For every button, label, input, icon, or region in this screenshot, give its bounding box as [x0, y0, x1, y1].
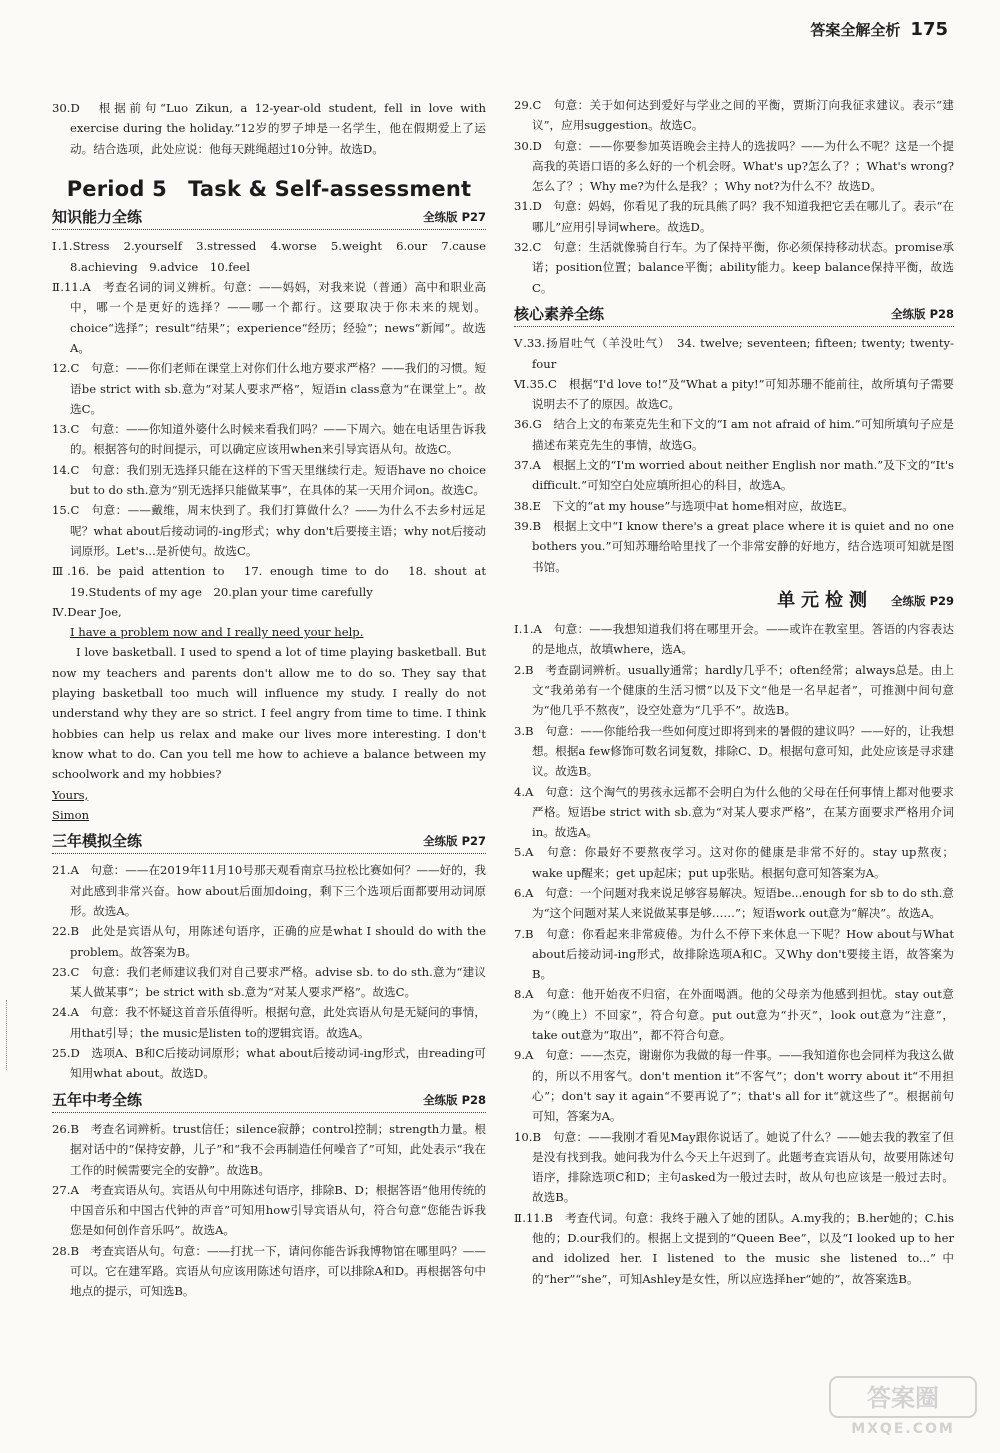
answer-item: 22.B 此处是宾语从句，用陈述句语序，正确的应是what I should do with the problem。故答案为B。 — [52, 924, 486, 959]
section-version: 全练版 P28 — [423, 1092, 486, 1107]
section-version: 全练版 P27 — [423, 834, 486, 849]
answer-item: 24.A 句意：我不怀疑这首音乐值得听。根据句意，此处宾语从句是无疑问的事情，用that引导；the music是listen to的逻辑宾语。故选A。 — [52, 1005, 486, 1040]
answer-item: 29.C 句意：关于如何达到爱好与学业之间的平衡，贾斯汀向我征求建议。表示“建议”，应用suggestion。故选C。 — [514, 98, 954, 133]
answer-item: 8.A 句意：他开始夜不归宿，在外面喝酒。他的父母亲为他感到担忧。stay out意为“（晚上）不回家”，符合句意。put out意为“扑灭”，look out意为“注意”，take out意为“取出”，都不符合句意。 — [514, 987, 954, 1043]
section-title: 核心素养全练 — [514, 304, 605, 323]
letter-closing: Yours, — [52, 787, 89, 802]
answer-item: 10.B 句意：——我刚才看见May跟你说话了。她说了什么？——她去我的教室了但是没有找到我。她问我为什么今天上午迟到了。此题考查宾语从句，故要用陈述句语序，排除选项C和D；主句asked为一般过去时，故从句也应该是一般过去时。故选B。 — [514, 1129, 954, 1205]
answer-item: 14.C 句意：我们别无选择只能在这样的下雪天里继续行走。短语have no choice but to do sth.意为“别无选择只能做某事”，在具体的某一天用介词on。故选C。 — [52, 462, 486, 498]
letter-headline: I have a problem now and I really need your help. — [70, 625, 364, 640]
section-header-three-year — [52, 831, 486, 854]
answer-item: 30.D 根据前句“Luo Zikun, a 12-year-old student, fell in love with exercise during the holiday.”12岁的罗子坤是一名学生，他在假期爱上了运动。结合选项，此处应说：他每天跳绳超过10分钟。故选D。 — [52, 101, 486, 156]
section-version: 全练版 P28 — [891, 306, 954, 321]
section-header-core — [514, 304, 954, 327]
section-title: 五年中考全练 — [52, 1090, 143, 1109]
answer-item: 31.D 句意：妈妈，你看见了我的玩具熊了吗？我不知道我把它丢在哪儿了。表示“在哪儿”应用引导词where。故选D。 — [514, 199, 954, 234]
answer-item: 26.B 考查名词辨析。trust信任；silence寂静；control控制；strength力量。根据对话中的“保持安静，儿子”和“我不会再制造任何噪音了”可知，此处表示“我在工作的时候需要完全的安静”。故选B。 — [52, 1121, 486, 1177]
answer-item: 2.B 考查副词辨析。usually通常；hardly几乎不；often经常；always总是。由上文“我弟弟有一个健康的生活习惯”以及下文“他是一名早起者”，可推测中间句意为“他几乎不熬夜”，设空处意为“几乎不”。故选B。 — [514, 662, 954, 718]
answer-item: 9.A 句意：——杰克，谢谢你为我做的每一件事。——我知道你也会同样为我这么做的，所以不用客气。don't mention it“不客气”；don't worry about it“不用担心”；don't say it again“不要再说了”；that's all for it“就这些了”。根据前句可知，答案为A。 — [514, 1048, 954, 1124]
answer-item: 23.C 句意：我们老师建议我们对自己要求严格。advise sb. to do sth.意为“建议某人做某事”；be strict with sb.意为“对某人要求严格”。故选C。 — [52, 964, 486, 1000]
answer-item: Ⅰ.1.A 句意：——我想知道我们将在哪里开会。——或许在教室里。答语的内容表达的是地点，故填where，选A。 — [514, 622, 954, 657]
answer-item: 7.B 句意：你看起来非常疲倦。为什么不停下来休息一下呢？How about与What about后接动词-ing形式，故排除选项A和C。又Why don't要接主语，故答案为B。 — [514, 926, 954, 982]
watermark-text: 答案圈 — [867, 1384, 939, 1412]
writing-letter — [52, 602, 486, 825]
answer-item: Ⅰ.1.Stress 2.yourself 3.stressed 4.worse 5.weight 6.our 7.cause 8.achieving 9.advice 10.feel — [52, 239, 498, 274]
answer-item: Ⅱ.11.A 考查名词的词义辨析。句意：——妈妈，对我来说（普通）高中和职业高中，哪一个是更好的选择？——哪一个都行。这要取决于你未来的规划。choice“选择”；result“结果”；experience“经历；经验”；news“新闻”。故选A。 — [52, 280, 486, 355]
right-column — [514, 95, 954, 1289]
answer-item: Ⅱ.11.B 考查代词。句意：我终于融入了她的团队。A.my我的；B.her她的；C.his他的；D.our我们的。根据上文提到的“Queen Bee”，以及“I looked up to her and idolized her. I listened to the music she listened to...”中的“her”“she”，可知Ashley是女性，所以应选择her“她的”，故答案选B。 — [514, 1210, 954, 1286]
answer-item: 36.G 结合上文的布莱克先生和下文的“I am not afraid of him.”可知所填句子应是描述布莱克先生的事情，故选G。 — [514, 417, 954, 452]
left-column — [52, 98, 498, 1302]
letter-greeting: Ⅳ.Dear Joe, — [52, 604, 122, 619]
section-header-knowledge — [52, 207, 486, 230]
section-version: 全练版 P27 — [423, 210, 486, 225]
section-title: 单元检测 — [777, 589, 874, 611]
section-title: 知识能力全练 — [52, 208, 143, 227]
answer-item: 12.C 句意：——你们老师在课堂上对你们什么地方要求严格？——我们的习惯。短语be strict with sb.意为“对某人要求严格”，短语in class意为“在课堂上”。故选C。 — [52, 361, 486, 416]
answer-item: Ⅲ.16. be paid attention to 17. enough time to do 18. shout at 19.Students of my age 20.plan your time carefully — [52, 564, 498, 599]
answer-item: Ⅴ.33.扬眉吐气（羊没吐气） 34. twelve; seventeen; fifteen; twenty; twenty-four — [514, 336, 954, 371]
binding-mark — [6, 1000, 15, 1070]
answer-item: 32.C 句意：生活就像骑自行车。为了保持平衡，你必须保持移动状态。promise承诺；position位置；balance平衡；ability能力。keep balance保持平衡，故选C。 — [514, 240, 954, 295]
answer-item: Ⅵ.35.C 根据“I'd love to!”及“What a pity!”可知苏珊不能前往，故所填句子需要说明去不了的原因。故选C。 — [514, 376, 954, 412]
header-title: 答案全解全析 — [810, 20, 901, 39]
answer-item: 3.B 句意：——你能给我一些如何度过即将到来的暑假的建议吗？——好的，让我想想。根据a few修饰可数名词复数，排除C、D。根据句意可知，此处应该是寻求建议。故选B。 — [514, 723, 954, 779]
letter-body: I love basketball. I used to spend a lot of time playing basketball. But now my teachers and parents don't allow me to do so. They say that playing basketball too much will influence my study. I really do not understand why they are so strict. I feel angry from time to time. I think hobbies can help us relax and make our lives more interesting. I don't know what to do. Can you tell me how to achieve a balance between my schoolwork and my hobbies? — [52, 645, 486, 782]
period-title: Period 5 Task & Self-assessment — [66, 176, 472, 201]
answer-item: 28.B 考查宾语从句。句意：——打扰一下，请问你能告诉我博物馆在哪里吗？——可以。它在建军路。宾语从句应该用陈述句语序，可以排除A和D。再根据答句中地点的提示，可知选B。 — [52, 1243, 486, 1299]
watermark-logo — [828, 1375, 978, 1439]
answer-item: 37.A 根据上文的“I'm worried about neither English nor math.”及下文的“It's difficult.”可知空白处应填所担心的科目，故选A。 — [514, 458, 954, 493]
page-number: 175 — [910, 18, 948, 40]
answer-item: 27.A 考查宾语从句。宾语从句中用陈述句语序，排除B、D；根据答语“他用传统的中国音乐和中国古代钟的声音”可知用how引导宾语从句，符合句意“您能告诉我您是如何创作音乐吗”。故选A。 — [52, 1182, 486, 1238]
letter-signature: Simon — [52, 807, 90, 822]
section-title: 三年模拟全练 — [52, 832, 143, 851]
section-version: 全练版 P29 — [891, 593, 954, 608]
answer-item: 39.B 根据上文中“I know there's a great place where it is quiet and no one bothers you.”可知苏珊给哈里找了一个非常安静的好地方，结合选项可知就是图书馆。 — [514, 518, 954, 574]
answer-item: 21.A 句意：——在2019年11月10号那天观看南京马拉松比赛如何？——好的，我对此感到非常兴奋。how about后面加doing，剩下三个选项后面都要用动词原形。故选A。 — [52, 863, 486, 918]
answer-item: 13.C 句意：——你知道外婆什么时候来看我们吗？——下周六。她在电话里告诉我的。根据答句的时间提示，可以确定应该用when来引导宾语从句。故选C。 — [52, 422, 486, 457]
page-header — [810, 16, 948, 42]
section-header-five-year — [52, 1090, 486, 1113]
answer-item: 6.A 句意：一个问题对我来说足够容易解决。短语be...enough for sb to do sth.意为“这个问题对某人来说做某事是够……”；短语work out意为“解决”。故选A。 — [514, 885, 954, 921]
watermark-domain: MXQE.COM — [851, 1421, 955, 1437]
answer-item: 30.D 句意：——你要参加英语晚会主持人的选拔吗？——为什么不呢？这是一个提高我的英语口语的多么好的一个机会呀。What's up?怎么了？；What's wrong?怎么了？；Why me?为什么是我？；Why not?为什么不？故选D。 — [514, 138, 954, 194]
answer-item: 38.E 下文的“at my house”与选项中at home相对应，故选E。 — [514, 498, 854, 513]
answer-item: 25.D 选项A、B和C后接动词原形；what about后接动词-ing形式，由reading可知用what about。故选D。 — [52, 1046, 486, 1081]
answer-item: 15.C 句意：——戴维，周末快到了。我们打算做什么？——为什么不去乡村远足呢？what about后接动词的-ing形式；why don't后要接主语；why not后接动词原形。Let's...是祈使句。故选C。 — [52, 503, 486, 558]
answer-item: 4.A 句意：这个淘气的男孩永远都不会明白为什么他的父母在任何事情上都对他要求严格。短语be strict with sb.意为“对某人要求严格”，在某方面要求严格用介词in。故选A。 — [514, 784, 954, 840]
section-header-unit-test — [514, 591, 954, 613]
answer-item: 5.A 句意：你最好不要熬夜学习。这对你的健康是非常不好的。stay up熬夜；wake up醒来；get up起床；put up张贴。根据句意可知答案为A。 — [514, 845, 954, 880]
